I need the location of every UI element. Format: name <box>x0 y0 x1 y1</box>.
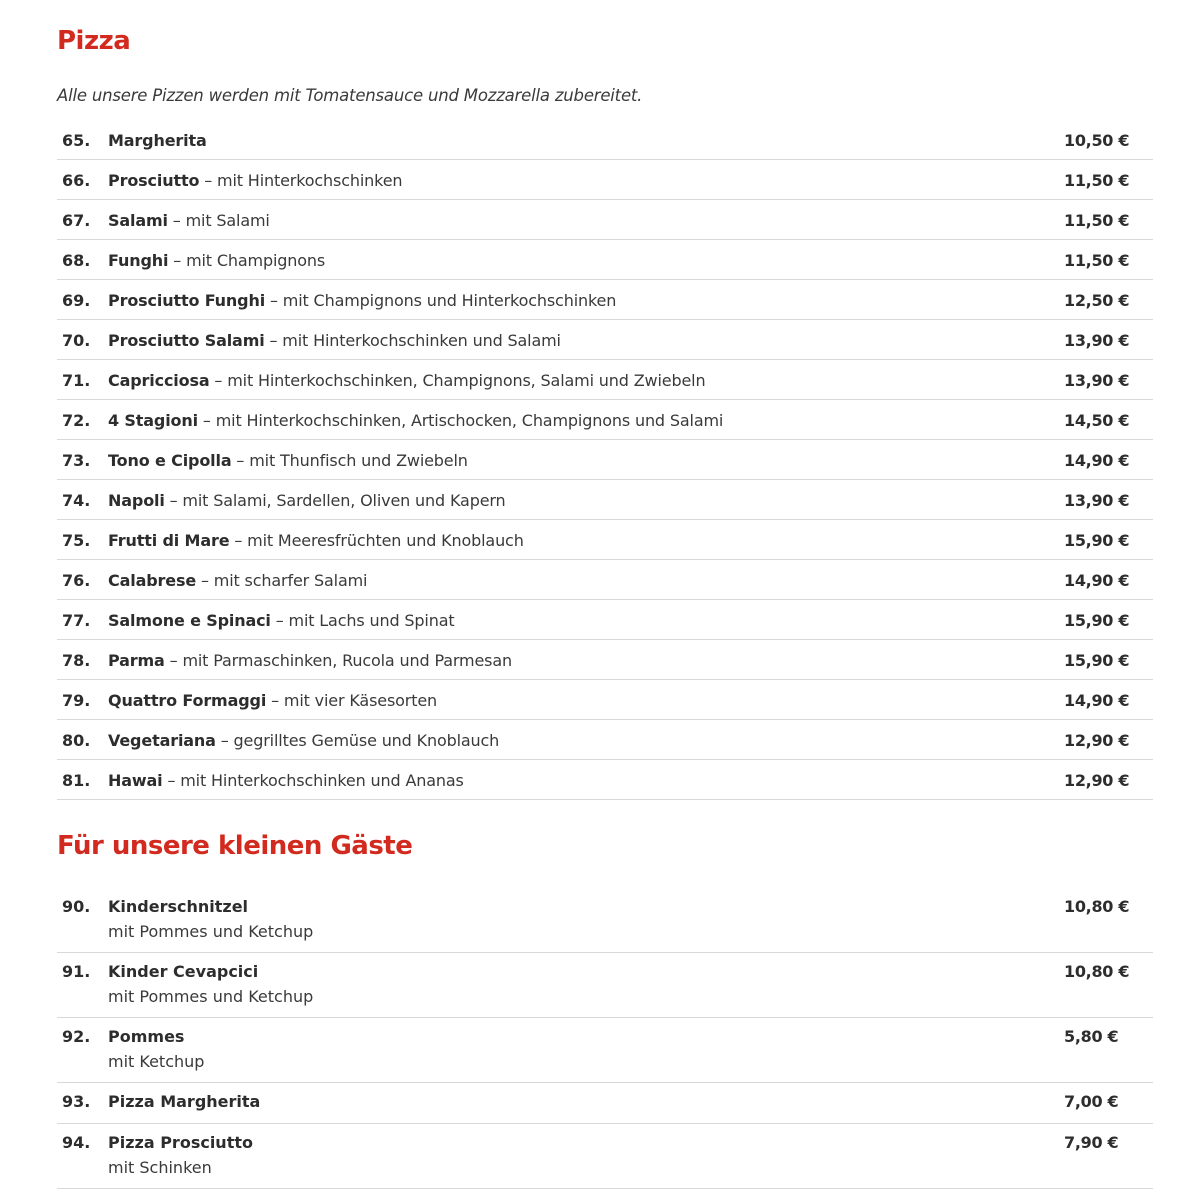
item-title <box>108 370 705 392</box>
item-name: Parma <box>108 651 165 670</box>
item-price: 11,50 € <box>1064 171 1130 190</box>
item-number: 90. <box>62 897 91 916</box>
item-description: – mit Hinterkochschinken <box>199 171 403 190</box>
item-number: 77. <box>62 611 91 630</box>
item-description: – mit Champignons und Hinterkochschinken <box>265 291 617 310</box>
item-title <box>108 170 402 192</box>
item-number: 79. <box>62 691 91 710</box>
item-description: – mit scharfer Salami <box>196 571 368 590</box>
item-number: 68. <box>62 251 91 270</box>
item-description: mit Pommes und Ketchup <box>108 922 314 941</box>
item-description: – mit vier Käsesorten <box>266 691 438 710</box>
kids-menu-item-row <box>57 1124 1153 1189</box>
menu-item-row <box>57 760 1153 800</box>
menu-item-row <box>57 440 1153 480</box>
item-name: Calabrese <box>108 571 197 590</box>
item-description: – mit Champignons <box>168 251 326 270</box>
kids-menu-item-row <box>57 1018 1153 1083</box>
item-description: – mit Hinterkochschinken, Champignons, Salami und Zwiebeln <box>209 371 706 390</box>
item-price: 14,90 € <box>1064 451 1130 470</box>
item-price: 12,90 € <box>1064 771 1130 790</box>
item-name: Vegetariana <box>108 731 216 750</box>
menu-item-row <box>57 360 1153 400</box>
item-price: 13,90 € <box>1064 371 1130 390</box>
item-title <box>108 530 524 552</box>
item-number: 76. <box>62 571 91 590</box>
kids-menu-item-row <box>57 953 1153 1018</box>
item-title <box>108 690 437 712</box>
item-description: – gegrilltes Gemüse und Knoblauch <box>215 731 500 750</box>
item-title <box>108 290 616 312</box>
item-name: Salami <box>108 211 168 230</box>
item-name: Hawai <box>108 771 163 790</box>
kids-menu-item-row <box>57 1083 1153 1124</box>
item-price: 11,50 € <box>1064 251 1130 270</box>
item-price: 11,50 € <box>1064 211 1130 230</box>
item-number: 91. <box>62 962 91 981</box>
menu-item-row <box>57 520 1153 560</box>
item-title <box>108 410 723 432</box>
item-description: – mit Meeresfrüchten und Knoblauch <box>229 531 524 550</box>
item-price: 7,00 € <box>1064 1092 1119 1111</box>
item-name: Tono e Cipolla <box>108 451 232 470</box>
kids-menu-list <box>57 888 1153 1189</box>
item-number: 67. <box>62 211 91 230</box>
menu-item-row <box>57 280 1153 320</box>
kids-menu-item-row <box>57 888 1153 953</box>
item-number: 81. <box>62 771 91 790</box>
item-price: 13,90 € <box>1064 491 1130 510</box>
item-title <box>108 570 367 592</box>
item-description: – mit Hinterkochschinken, Artischocken, Champignons und Salami <box>197 411 724 430</box>
item-description: mit Schinken <box>108 1158 212 1177</box>
item-title <box>108 770 464 792</box>
menu-item-row <box>57 720 1153 760</box>
item-price: 5,80 € <box>1064 1027 1119 1046</box>
item-name: Frutti di Mare <box>108 531 230 550</box>
item-number: 74. <box>62 491 91 510</box>
pizza-menu-list <box>57 120 1153 800</box>
item-name: Pizza Prosciutto <box>108 1133 253 1152</box>
menu-item-row <box>57 680 1153 720</box>
item-number: 78. <box>62 651 91 670</box>
kids-section-title: Für unsere kleinen Gäste <box>57 831 413 861</box>
item-number: 92. <box>62 1027 91 1046</box>
item-number: 70. <box>62 331 91 350</box>
item-price: 15,90 € <box>1064 611 1130 630</box>
item-price: 10,80 € <box>1064 962 1130 981</box>
item-name: Prosciutto Funghi <box>108 291 266 310</box>
item-number: 73. <box>62 451 91 470</box>
item-description: – mit Hinterkochschinken und Salami <box>264 331 561 350</box>
item-name: Funghi <box>108 251 169 270</box>
item-description: – mit Parmaschinken, Rucola und Parmesan <box>164 651 512 670</box>
item-price: 15,90 € <box>1064 531 1130 550</box>
item-number: 72. <box>62 411 91 430</box>
item-description: – mit Salami <box>167 211 270 230</box>
item-number: 71. <box>62 371 91 390</box>
item-price: 14,90 € <box>1064 691 1130 710</box>
menu-item-row <box>57 640 1153 680</box>
item-name: Napoli <box>108 491 165 510</box>
item-price: 14,90 € <box>1064 571 1130 590</box>
item-title <box>108 250 325 272</box>
item-price: 7,90 € <box>1064 1133 1119 1152</box>
pizza-intro-text: Alle unsere Pizzen werden mit Tomatensauce und Mozzarella zubereitet. <box>57 86 643 105</box>
menu-item-row <box>57 320 1153 360</box>
item-number: 65. <box>62 131 91 150</box>
item-name: Pommes <box>108 1027 185 1046</box>
item-title <box>108 330 561 352</box>
item-name: Kinder Cevapcici <box>108 962 259 981</box>
item-name: Pizza Margherita <box>108 1092 261 1111</box>
item-price: 12,90 € <box>1064 731 1130 750</box>
menu-item-row <box>57 240 1153 280</box>
item-description: – mit Thunfisch und Zwiebeln <box>231 451 468 470</box>
item-name: Prosciutto <box>108 171 200 190</box>
item-description: mit Ketchup <box>108 1052 205 1071</box>
menu-item-row <box>57 480 1153 520</box>
item-description: – mit Salami, Sardellen, Oliven und Kapern <box>164 491 506 510</box>
menu-item-row <box>57 160 1153 200</box>
item-price: 14,50 € <box>1064 411 1130 430</box>
item-description: mit Pommes und Ketchup <box>108 987 314 1006</box>
menu-item-row <box>57 560 1153 600</box>
item-title <box>108 130 207 152</box>
item-name: Quattro Formaggi <box>108 691 267 710</box>
item-description: – mit Hinterkochschinken und Ananas <box>162 771 464 790</box>
item-number: 69. <box>62 291 91 310</box>
item-price: 13,90 € <box>1064 331 1130 350</box>
menu-item-row <box>57 400 1153 440</box>
menu-item-row <box>57 120 1153 160</box>
item-title <box>108 210 270 232</box>
item-title <box>108 650 512 672</box>
item-name: 4 Stagioni <box>108 411 198 430</box>
item-number: 80. <box>62 731 91 750</box>
item-price: 10,80 € <box>1064 897 1130 916</box>
item-name: Prosciutto Salami <box>108 331 265 350</box>
item-price: 10,50 € <box>1064 131 1130 150</box>
item-number: 94. <box>62 1133 91 1152</box>
item-title <box>108 490 506 512</box>
item-price: 12,50 € <box>1064 291 1130 310</box>
pizza-section-title: Pizza <box>57 26 131 56</box>
item-description: – mit Lachs und Spinat <box>270 611 455 630</box>
item-name: Kinderschnitzel <box>108 897 249 916</box>
item-price: 15,90 € <box>1064 651 1130 670</box>
item-number: 75. <box>62 531 91 550</box>
menu-item-row <box>57 600 1153 640</box>
item-title <box>108 610 454 632</box>
item-number: 66. <box>62 171 91 190</box>
item-title <box>108 450 468 472</box>
item-title <box>108 730 499 752</box>
menu-item-row <box>57 200 1153 240</box>
item-name: Margherita <box>108 131 207 150</box>
item-name: Capricciosa <box>108 371 210 390</box>
item-name: Salmone e Spinaci <box>108 611 271 630</box>
item-number: 93. <box>62 1092 91 1111</box>
